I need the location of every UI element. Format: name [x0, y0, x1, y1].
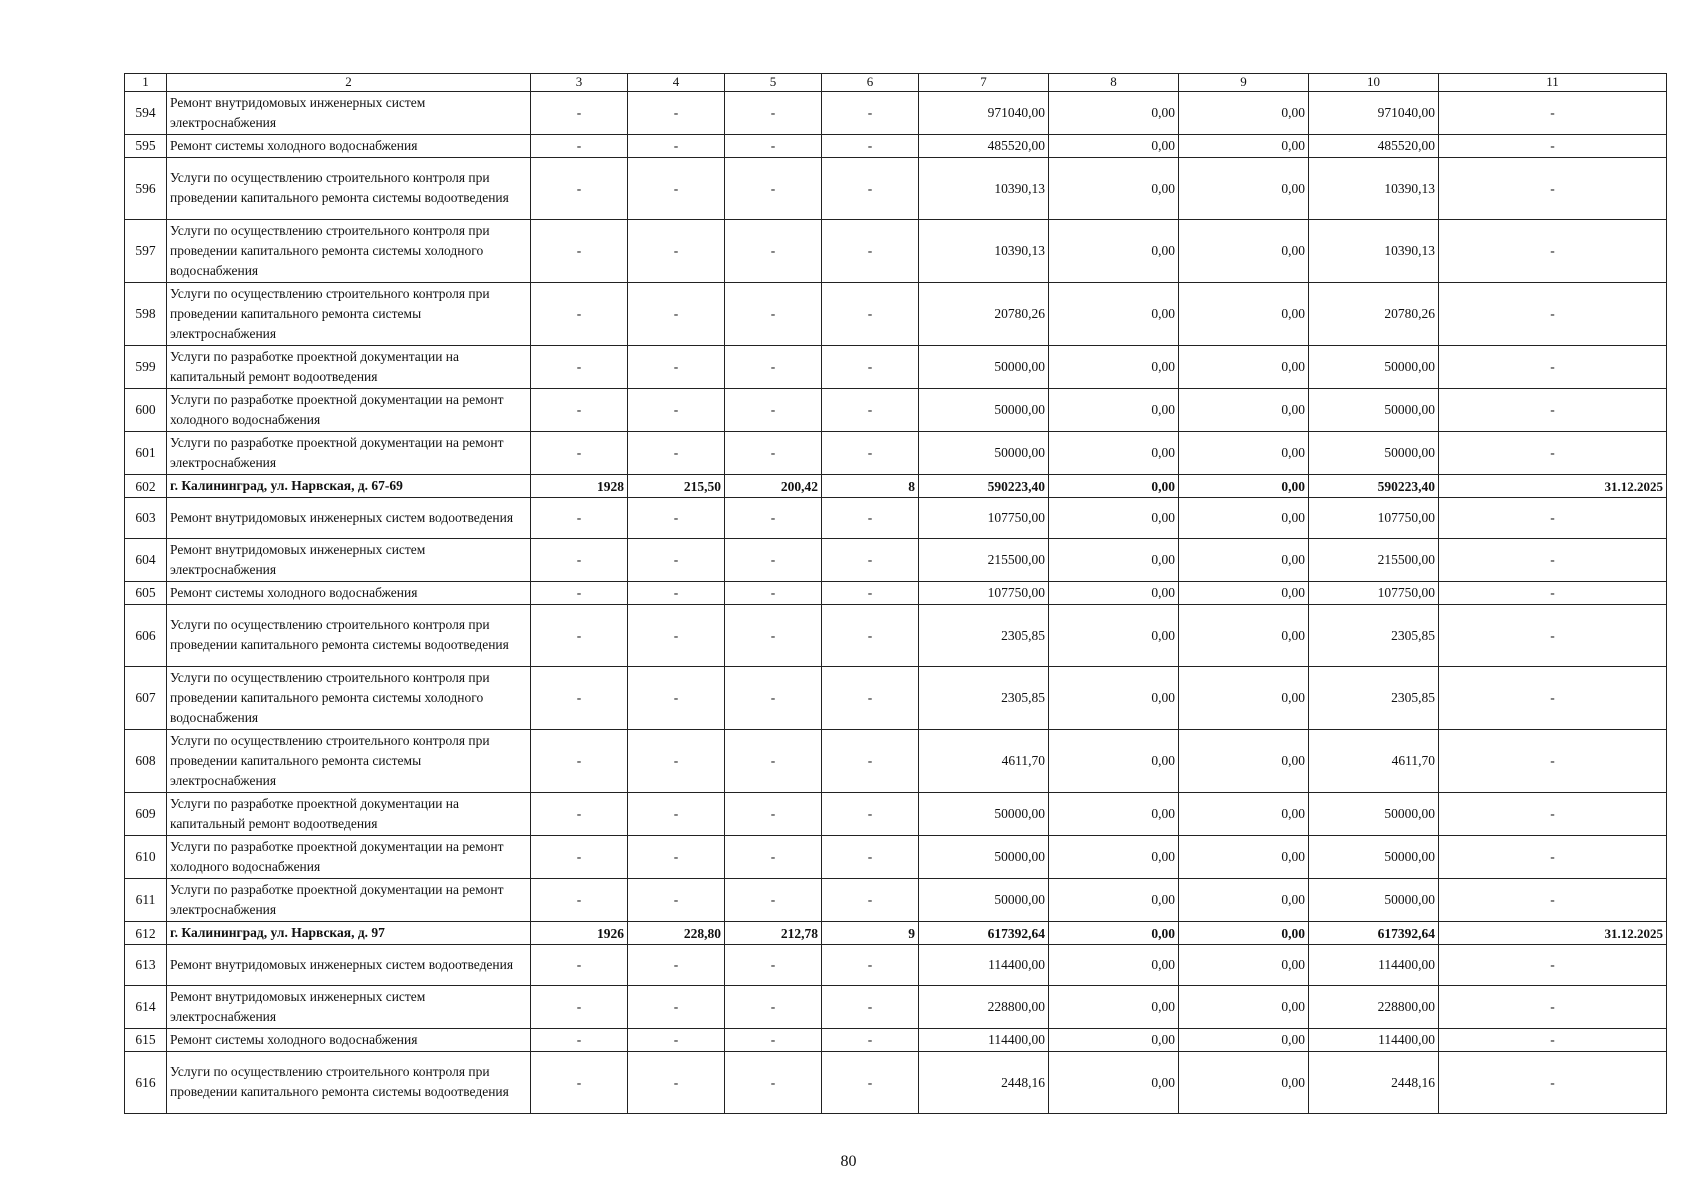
- row-description: Ремонт внутридомовых инженерных систем электроснабжения: [167, 538, 531, 581]
- cell-col-11: -: [1439, 944, 1667, 985]
- cell-col-7: 50000,00: [919, 388, 1049, 431]
- cell-col-5: -: [725, 497, 822, 538]
- row-number: 599: [125, 345, 167, 388]
- column-number: 6: [822, 74, 919, 92]
- cell-col-9: 0,00: [1179, 835, 1309, 878]
- cell-col-6: -: [822, 538, 919, 581]
- cell-col-7: 50000,00: [919, 431, 1049, 474]
- cell-col-11: -: [1439, 604, 1667, 666]
- column-number: 2: [167, 74, 531, 92]
- cell-col-8: 0,00: [1049, 282, 1179, 345]
- row-description: г. Калининград, ул. Нарвская, д. 97: [167, 921, 531, 944]
- row-number: 614: [125, 985, 167, 1028]
- cell-col-8: 0,00: [1049, 1028, 1179, 1051]
- cell-col-6: -: [822, 944, 919, 985]
- cell-col-9: 0,00: [1179, 431, 1309, 474]
- cell-col-8: 0,00: [1049, 878, 1179, 921]
- table-row: [125, 729, 1667, 792]
- cell-col-4: -: [628, 431, 725, 474]
- table-row: [125, 985, 1667, 1028]
- row-number: 608: [125, 729, 167, 792]
- cell-col-10: 4611,70: [1309, 729, 1439, 792]
- cell-col-7: 10390,13: [919, 157, 1049, 219]
- cell-col-5: -: [725, 581, 822, 604]
- cell-col-10: 2305,85: [1309, 666, 1439, 729]
- cell-col-8: 0,00: [1049, 497, 1179, 538]
- cell-col-4: -: [628, 497, 725, 538]
- table-row: [125, 345, 1667, 388]
- cell-col-9: 0,00: [1179, 921, 1309, 944]
- cell-col-8: 0,00: [1049, 921, 1179, 944]
- cell-col-10: 485520,00: [1309, 134, 1439, 157]
- cell-col-10: 215500,00: [1309, 538, 1439, 581]
- cell-col-5: -: [725, 878, 822, 921]
- cell-col-6: -: [822, 835, 919, 878]
- cell-col-6: -: [822, 388, 919, 431]
- column-number: 1: [125, 74, 167, 92]
- row-number: 596: [125, 157, 167, 219]
- cell-col-11: -: [1439, 497, 1667, 538]
- row-number: 597: [125, 219, 167, 282]
- row-description: Ремонт системы холодного водоснабжения: [167, 581, 531, 604]
- cell-col-3: -: [531, 835, 628, 878]
- cell-col-8: 0,00: [1049, 985, 1179, 1028]
- address-row: [125, 921, 1667, 944]
- cell-col-3: 1926: [531, 921, 628, 944]
- cell-col-8: 0,00: [1049, 729, 1179, 792]
- table-body: [125, 74, 1667, 1114]
- cell-col-4: -: [628, 91, 725, 134]
- table-row: [125, 792, 1667, 835]
- column-number: 8: [1049, 74, 1179, 92]
- cell-col-11: -: [1439, 1051, 1667, 1113]
- cell-col-4: -: [628, 1051, 725, 1113]
- cell-col-7: 485520,00: [919, 134, 1049, 157]
- cell-col-5: -: [725, 219, 822, 282]
- row-description: Ремонт внутридомовых инженерных систем водоотведения: [167, 497, 531, 538]
- row-description: г. Калининград, ул. Нарвская, д. 67-69: [167, 474, 531, 497]
- row-number: 606: [125, 604, 167, 666]
- row-number: 615: [125, 1028, 167, 1051]
- cell-col-8: 0,00: [1049, 219, 1179, 282]
- cell-col-11: 31.12.2025: [1439, 921, 1667, 944]
- cell-col-9: 0,00: [1179, 581, 1309, 604]
- cell-col-6: -: [822, 604, 919, 666]
- cell-col-3: -: [531, 134, 628, 157]
- cell-col-10: 2305,85: [1309, 604, 1439, 666]
- cell-col-9: 0,00: [1179, 134, 1309, 157]
- cell-col-4: -: [628, 581, 725, 604]
- row-number: 609: [125, 792, 167, 835]
- cell-col-11: -: [1439, 431, 1667, 474]
- table-row: [125, 91, 1667, 134]
- table-row: [125, 497, 1667, 538]
- cell-col-10: 228800,00: [1309, 985, 1439, 1028]
- cell-col-7: 50000,00: [919, 835, 1049, 878]
- row-number: 611: [125, 878, 167, 921]
- cell-col-4: -: [628, 729, 725, 792]
- row-description: Услуги по осуществлению строительного контроля при проведении капитального ремонта системы холодного водоснабжения: [167, 219, 531, 282]
- cell-col-7: 2305,85: [919, 604, 1049, 666]
- cell-col-10: 50000,00: [1309, 835, 1439, 878]
- row-number: 594: [125, 91, 167, 134]
- cell-col-9: 0,00: [1179, 729, 1309, 792]
- row-description: Ремонт внутридомовых инженерных систем электроснабжения: [167, 985, 531, 1028]
- cell-col-3: -: [531, 219, 628, 282]
- cell-col-3: -: [531, 985, 628, 1028]
- cell-col-11: -: [1439, 219, 1667, 282]
- row-number: 600: [125, 388, 167, 431]
- cell-col-7: 50000,00: [919, 792, 1049, 835]
- cell-col-10: 107750,00: [1309, 497, 1439, 538]
- row-number: 610: [125, 835, 167, 878]
- cell-col-7: 971040,00: [919, 91, 1049, 134]
- column-number: 4: [628, 74, 725, 92]
- cell-col-8: 0,00: [1049, 134, 1179, 157]
- table-row: [125, 538, 1667, 581]
- cell-col-7: 107750,00: [919, 581, 1049, 604]
- cell-col-3: -: [531, 1051, 628, 1113]
- column-number-row: [125, 74, 1667, 92]
- table-row: [125, 431, 1667, 474]
- cell-col-10: 107750,00: [1309, 581, 1439, 604]
- cell-col-4: -: [628, 985, 725, 1028]
- cell-col-3: -: [531, 878, 628, 921]
- column-number: 10: [1309, 74, 1439, 92]
- cell-col-3: -: [531, 1028, 628, 1051]
- cell-col-3: -: [531, 792, 628, 835]
- cell-col-5: -: [725, 835, 822, 878]
- cell-col-10: 114400,00: [1309, 1028, 1439, 1051]
- capital-repair-table: [124, 73, 1667, 1114]
- cell-col-11: -: [1439, 666, 1667, 729]
- table-row: [125, 157, 1667, 219]
- cell-col-9: 0,00: [1179, 497, 1309, 538]
- cell-col-9: 0,00: [1179, 985, 1309, 1028]
- cell-col-7: 20780,26: [919, 282, 1049, 345]
- cell-col-8: 0,00: [1049, 388, 1179, 431]
- cell-col-3: -: [531, 388, 628, 431]
- cell-col-6: -: [822, 497, 919, 538]
- row-description: Ремонт системы холодного водоснабжения: [167, 1028, 531, 1051]
- cell-col-6: -: [822, 157, 919, 219]
- cell-col-4: -: [628, 1028, 725, 1051]
- document-page: [124, 73, 1666, 1114]
- cell-col-10: 617392,64: [1309, 921, 1439, 944]
- cell-col-4: 215,50: [628, 474, 725, 497]
- cell-col-7: 107750,00: [919, 497, 1049, 538]
- row-description: Услуги по осуществлению строительного контроля при проведении капитального ремонта системы водоотведения: [167, 1051, 531, 1113]
- cell-col-7: 617392,64: [919, 921, 1049, 944]
- cell-col-10: 10390,13: [1309, 219, 1439, 282]
- cell-col-9: 0,00: [1179, 345, 1309, 388]
- cell-col-7: 114400,00: [919, 944, 1049, 985]
- cell-col-4: -: [628, 604, 725, 666]
- cell-col-4: -: [628, 345, 725, 388]
- cell-col-8: 0,00: [1049, 835, 1179, 878]
- cell-col-11: -: [1439, 878, 1667, 921]
- cell-col-11: -: [1439, 729, 1667, 792]
- cell-col-6: 9: [822, 921, 919, 944]
- cell-col-8: 0,00: [1049, 1051, 1179, 1113]
- table-row: [125, 219, 1667, 282]
- cell-col-6: -: [822, 1051, 919, 1113]
- cell-col-6: -: [822, 219, 919, 282]
- cell-col-4: -: [628, 792, 725, 835]
- row-description: Услуги по разработке проектной документации на ремонт холодного водоснабжения: [167, 835, 531, 878]
- cell-col-5: -: [725, 944, 822, 985]
- cell-col-11: -: [1439, 538, 1667, 581]
- row-number: 616: [125, 1051, 167, 1113]
- row-description: Услуги по разработке проектной документации на ремонт электроснабжения: [167, 431, 531, 474]
- cell-col-8: 0,00: [1049, 345, 1179, 388]
- cell-col-7: 2448,16: [919, 1051, 1049, 1113]
- table-row: [125, 878, 1667, 921]
- row-description: Ремонт системы холодного водоснабжения: [167, 134, 531, 157]
- row-description: Услуги по осуществлению строительного контроля при проведении капитального ремонта системы электроснабжения: [167, 729, 531, 792]
- cell-col-7: 4611,70: [919, 729, 1049, 792]
- cell-col-4: -: [628, 134, 725, 157]
- row-number: 603: [125, 497, 167, 538]
- cell-col-5: -: [725, 91, 822, 134]
- cell-col-5: -: [725, 282, 822, 345]
- cell-col-7: 590223,40: [919, 474, 1049, 497]
- cell-col-5: 200,42: [725, 474, 822, 497]
- column-number: 11: [1439, 74, 1667, 92]
- cell-col-3: -: [531, 729, 628, 792]
- cell-col-4: -: [628, 835, 725, 878]
- address-row: [125, 474, 1667, 497]
- column-number: 9: [1179, 74, 1309, 92]
- table-row: [125, 835, 1667, 878]
- cell-col-7: 10390,13: [919, 219, 1049, 282]
- cell-col-4: -: [628, 944, 725, 985]
- cell-col-4: -: [628, 219, 725, 282]
- cell-col-3: 1928: [531, 474, 628, 497]
- cell-col-9: 0,00: [1179, 604, 1309, 666]
- row-description: Услуги по разработке проектной документации на капитальный ремонт водоотведения: [167, 792, 531, 835]
- cell-col-9: 0,00: [1179, 666, 1309, 729]
- cell-col-11: 31.12.2025: [1439, 474, 1667, 497]
- cell-col-4: -: [628, 878, 725, 921]
- cell-col-9: 0,00: [1179, 1028, 1309, 1051]
- cell-col-10: 590223,40: [1309, 474, 1439, 497]
- cell-col-10: 10390,13: [1309, 157, 1439, 219]
- cell-col-4: -: [628, 538, 725, 581]
- cell-col-11: -: [1439, 1028, 1667, 1051]
- row-description: Ремонт внутридомовых инженерных систем водоотведения: [167, 944, 531, 985]
- cell-col-8: 0,00: [1049, 157, 1179, 219]
- row-number: 595: [125, 134, 167, 157]
- column-number: 3: [531, 74, 628, 92]
- cell-col-11: -: [1439, 91, 1667, 134]
- cell-col-5: 212,78: [725, 921, 822, 944]
- cell-col-5: -: [725, 985, 822, 1028]
- cell-col-10: 50000,00: [1309, 345, 1439, 388]
- cell-col-3: -: [531, 345, 628, 388]
- cell-col-9: 0,00: [1179, 878, 1309, 921]
- cell-col-5: -: [725, 431, 822, 474]
- cell-col-5: -: [725, 157, 822, 219]
- row-description: Услуги по осуществлению строительного контроля при проведении капитального ремонта системы холодного водоснабжения: [167, 666, 531, 729]
- cell-col-6: -: [822, 134, 919, 157]
- cell-col-5: -: [725, 345, 822, 388]
- cell-col-5: -: [725, 134, 822, 157]
- cell-col-5: -: [725, 388, 822, 431]
- cell-col-6: 8: [822, 474, 919, 497]
- row-number: 601: [125, 431, 167, 474]
- row-number: 598: [125, 282, 167, 345]
- cell-col-10: 50000,00: [1309, 388, 1439, 431]
- cell-col-3: -: [531, 581, 628, 604]
- table-row: [125, 944, 1667, 985]
- cell-col-8: 0,00: [1049, 91, 1179, 134]
- table-row: [125, 1051, 1667, 1113]
- table-row: [125, 282, 1667, 345]
- cell-col-9: 0,00: [1179, 219, 1309, 282]
- cell-col-5: -: [725, 1028, 822, 1051]
- table-row: [125, 388, 1667, 431]
- cell-col-3: -: [531, 91, 628, 134]
- cell-col-10: 20780,26: [1309, 282, 1439, 345]
- cell-col-7: 50000,00: [919, 345, 1049, 388]
- row-description: Услуги по осуществлению строительного контроля при проведении капитального ремонта системы водоотведения: [167, 157, 531, 219]
- cell-col-11: -: [1439, 835, 1667, 878]
- cell-col-3: -: [531, 431, 628, 474]
- cell-col-9: 0,00: [1179, 282, 1309, 345]
- table-row: [125, 666, 1667, 729]
- row-description: Услуги по осуществлению строительного контроля при проведении капитального ремонта системы водоотведения: [167, 604, 531, 666]
- table-row: [125, 1028, 1667, 1051]
- cell-col-7: 50000,00: [919, 878, 1049, 921]
- cell-col-3: -: [531, 282, 628, 345]
- cell-col-10: 114400,00: [1309, 944, 1439, 985]
- cell-col-4: -: [628, 282, 725, 345]
- row-description: Услуги по разработке проектной документации на капитальный ремонт водоотведения: [167, 345, 531, 388]
- cell-col-7: 228800,00: [919, 985, 1049, 1028]
- row-description: Услуги по разработке проектной документации на ремонт холодного водоснабжения: [167, 388, 531, 431]
- row-number: 604: [125, 538, 167, 581]
- row-description: Ремонт внутридомовых инженерных систем электроснабжения: [167, 91, 531, 134]
- cell-col-4: -: [628, 388, 725, 431]
- cell-col-11: -: [1439, 282, 1667, 345]
- column-number: 7: [919, 74, 1049, 92]
- cell-col-5: -: [725, 538, 822, 581]
- cell-col-5: -: [725, 666, 822, 729]
- cell-col-6: -: [822, 282, 919, 345]
- cell-col-5: -: [725, 604, 822, 666]
- row-description: Услуги по разработке проектной документации на ремонт электроснабжения: [167, 878, 531, 921]
- row-number: 605: [125, 581, 167, 604]
- cell-col-9: 0,00: [1179, 944, 1309, 985]
- cell-col-11: -: [1439, 134, 1667, 157]
- cell-col-3: -: [531, 497, 628, 538]
- cell-col-6: -: [822, 581, 919, 604]
- cell-col-11: -: [1439, 345, 1667, 388]
- cell-col-6: -: [822, 431, 919, 474]
- cell-col-6: -: [822, 666, 919, 729]
- column-number: 5: [725, 74, 822, 92]
- cell-col-11: -: [1439, 388, 1667, 431]
- cell-col-8: 0,00: [1049, 474, 1179, 497]
- cell-col-3: -: [531, 157, 628, 219]
- cell-col-11: -: [1439, 792, 1667, 835]
- table-row: [125, 581, 1667, 604]
- row-number: 602: [125, 474, 167, 497]
- cell-col-7: 114400,00: [919, 1028, 1049, 1051]
- cell-col-4: -: [628, 157, 725, 219]
- cell-col-3: -: [531, 666, 628, 729]
- cell-col-6: -: [822, 91, 919, 134]
- cell-col-9: 0,00: [1179, 91, 1309, 134]
- cell-col-11: -: [1439, 581, 1667, 604]
- row-description: Услуги по осуществлению строительного контроля при проведении капитального ремонта системы электроснабжения: [167, 282, 531, 345]
- cell-col-6: -: [822, 985, 919, 1028]
- cell-col-8: 0,00: [1049, 581, 1179, 604]
- cell-col-3: -: [531, 538, 628, 581]
- cell-col-11: -: [1439, 157, 1667, 219]
- cell-col-10: 50000,00: [1309, 878, 1439, 921]
- cell-col-3: -: [531, 604, 628, 666]
- cell-col-10: 50000,00: [1309, 792, 1439, 835]
- cell-col-9: 0,00: [1179, 1051, 1309, 1113]
- cell-col-7: 215500,00: [919, 538, 1049, 581]
- cell-col-9: 0,00: [1179, 538, 1309, 581]
- cell-col-7: 2305,85: [919, 666, 1049, 729]
- table-row: [125, 604, 1667, 666]
- cell-col-8: 0,00: [1049, 666, 1179, 729]
- cell-col-8: 0,00: [1049, 792, 1179, 835]
- cell-col-6: -: [822, 345, 919, 388]
- cell-col-9: 0,00: [1179, 388, 1309, 431]
- cell-col-9: 0,00: [1179, 792, 1309, 835]
- cell-col-4: -: [628, 666, 725, 729]
- cell-col-5: -: [725, 792, 822, 835]
- cell-col-10: 971040,00: [1309, 91, 1439, 134]
- cell-col-6: -: [822, 1028, 919, 1051]
- cell-col-4: 228,80: [628, 921, 725, 944]
- cell-col-8: 0,00: [1049, 538, 1179, 581]
- row-number: 613: [125, 944, 167, 985]
- cell-col-6: -: [822, 792, 919, 835]
- cell-col-10: 50000,00: [1309, 431, 1439, 474]
- cell-col-6: -: [822, 878, 919, 921]
- cell-col-10: 2448,16: [1309, 1051, 1439, 1113]
- cell-col-8: 0,00: [1049, 944, 1179, 985]
- row-number: 612: [125, 921, 167, 944]
- cell-col-5: -: [725, 729, 822, 792]
- page-number: 80: [840, 1153, 857, 1170]
- row-number: 607: [125, 666, 167, 729]
- cell-col-8: 0,00: [1049, 604, 1179, 666]
- cell-col-9: 0,00: [1179, 157, 1309, 219]
- cell-col-11: -: [1439, 985, 1667, 1028]
- cell-col-5: -: [725, 1051, 822, 1113]
- table-row: [125, 134, 1667, 157]
- cell-col-6: -: [822, 729, 919, 792]
- cell-col-8: 0,00: [1049, 431, 1179, 474]
- cell-col-9: 0,00: [1179, 474, 1309, 497]
- cell-col-3: -: [531, 944, 628, 985]
